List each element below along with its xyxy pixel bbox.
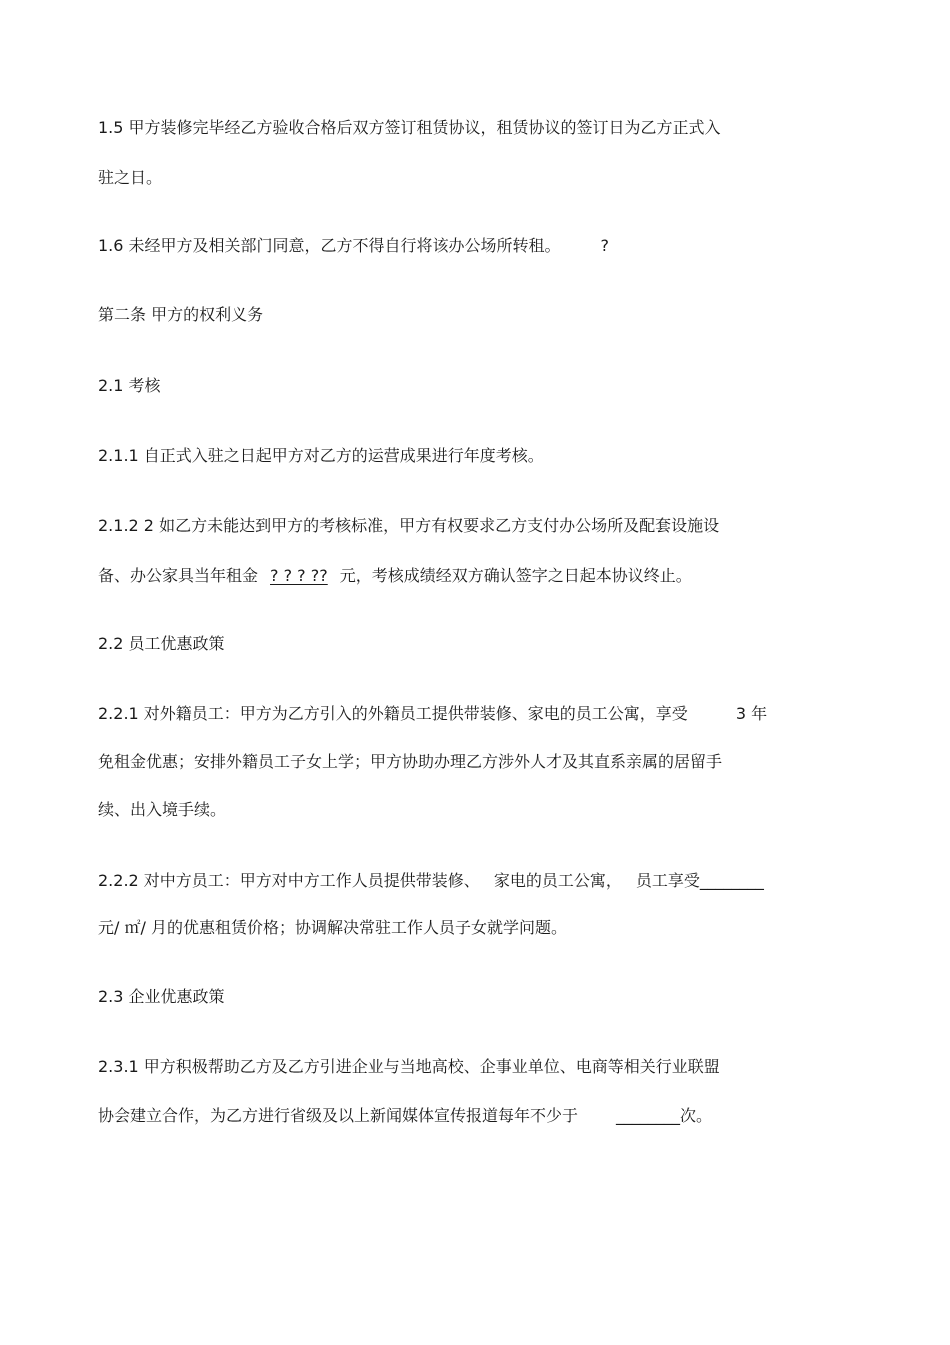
clause-2-3-1-text-c: 次。	[680, 1106, 713, 1125]
clause-2-1-2-line2	[98, 566, 692, 586]
article-2-heading: 第二条 甲方的权利义务	[98, 305, 264, 324]
clause-2-1-2-line1: 2.1.2 2 如乙方未能达到甲方的考核标准，甲方有权要求乙方支付办公场所及配套设施设	[98, 516, 720, 535]
clause-1-5-line2: 驻之日。	[98, 168, 163, 187]
section-2-1-heading: 2.1 考核	[98, 376, 161, 395]
clause-2-1-2-text-c: 元，考核成绩经双方确认签字之日起本协议终止。	[339, 566, 692, 585]
clause-2-2-1-line3: 续、出入境手续。	[98, 800, 227, 819]
free-rent-years: 3 年	[735, 704, 768, 723]
clause-2-3-1-line1: 2.3.1 甲方积极帮助乙方及乙方引进企业与当地高校、企事业单位、电商等相关行业联盟	[98, 1057, 720, 1076]
clause-2-2-2-line2: 元/ ㎡/ 月的优惠租赁价格；协调解决常驻工作人员子女就学问题。	[98, 918, 567, 937]
section-2-3-heading: 2.3 企业优惠政策	[98, 987, 225, 1006]
clause-2-2-2-text-c: 员工享受	[635, 871, 700, 890]
media-count-blank: ________	[616, 1106, 681, 1125]
clause-2-2-1-line2: 免租金优惠；安排外籍员工子女上学；甲方协助办理乙方涉外人才及其直系亲属的居留手	[98, 752, 723, 771]
rent-price-blank: ________	[699, 871, 764, 890]
clause-1-6-text: 1.6 未经甲方及相关部门同意，乙方不得自行将该办公场所转租。	[98, 236, 561, 255]
rent-amount-blank: ? ? ? ??	[270, 566, 328, 585]
clause-2-1-1: 2.1.1 自正式入驻之日起甲方对乙方的运营成果进行年度考核。	[98, 446, 544, 465]
clause-2-3-1-text-a: 协会建立合作，为乙方进行省级及以上新闻媒体宣传报道每年不少于	[98, 1106, 579, 1125]
question-mark: ?	[600, 236, 610, 255]
clause-1-5-line1: 1.5 甲方装修完毕经乙方验收合格后双方签订租赁协议，租赁协议的签订日为乙方正式入	[98, 118, 721, 137]
clause-1-6	[98, 236, 609, 256]
clause-2-3-1-line2	[98, 1106, 712, 1126]
clause-2-2-1-line1	[98, 704, 767, 724]
clause-2-2-2-text-b: 家电的员工公寓，	[493, 871, 622, 890]
clause-2-1-2-text-a: 备、办公家具当年租金	[98, 566, 259, 585]
clause-2-2-2-line1	[98, 871, 764, 891]
section-2-2-heading: 2.2 员工优惠政策	[98, 634, 225, 653]
clause-2-2-2-text-a: 2.2.2 对中方员工：甲方对中方工作人员提供带装修、	[98, 871, 480, 890]
clause-2-2-1-text: 2.2.1 对外籍员工：甲方为乙方引入的外籍员工提供带装修、家电的员工公寓，享受	[98, 704, 688, 723]
